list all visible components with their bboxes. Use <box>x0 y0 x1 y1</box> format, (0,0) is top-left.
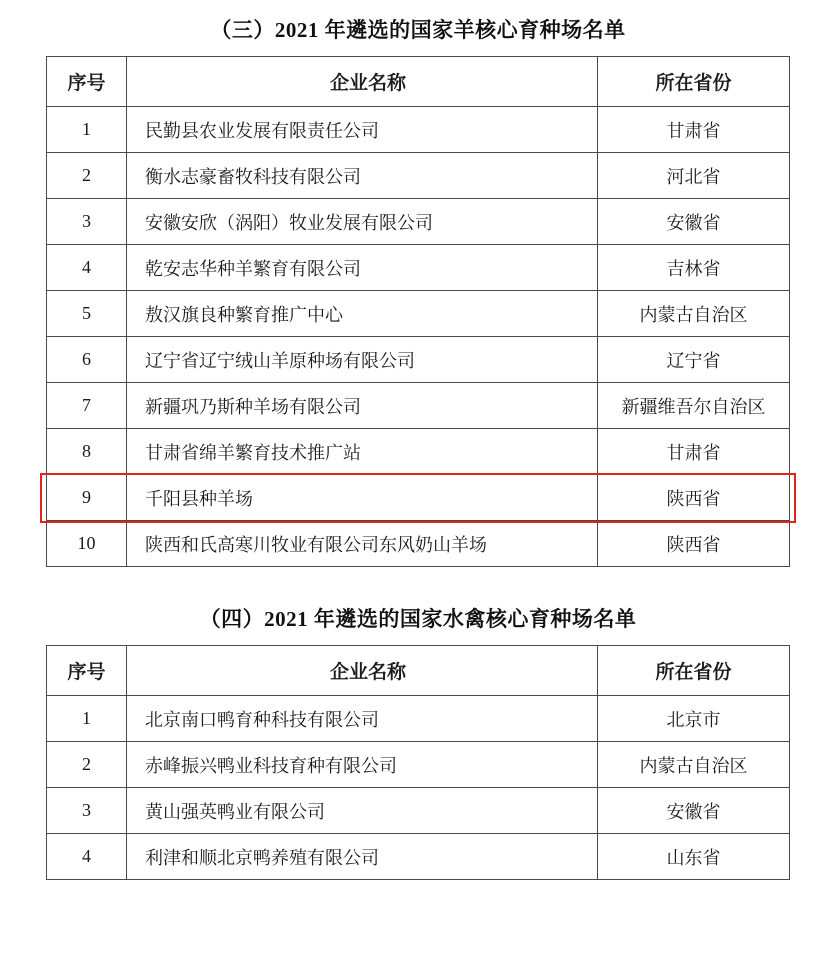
header-province: 所在省份 <box>598 57 790 107</box>
cell-index: 8 <box>47 429 127 475</box>
cell-province: 山东省 <box>598 834 790 880</box>
table-row <box>47 153 790 199</box>
table-row <box>47 521 790 567</box>
header-enterprise-name: 企业名称 <box>127 646 598 696</box>
cell-index: 4 <box>47 834 127 880</box>
cell-index: 9 <box>47 475 127 521</box>
cell-index: 7 <box>47 383 127 429</box>
cell-province: 内蒙古自治区 <box>598 742 790 788</box>
cell-enterprise-name: 敖汉旗良种繁育推广中心 <box>127 291 598 337</box>
table-row <box>47 742 790 788</box>
cell-enterprise-name: 乾安志华种羊繁育有限公司 <box>127 245 598 291</box>
table-header-row <box>47 57 790 107</box>
table-row <box>47 475 790 521</box>
cell-province: 吉林省 <box>598 245 790 291</box>
cell-province: 辽宁省 <box>598 337 790 383</box>
cell-province: 河北省 <box>598 153 790 199</box>
cell-province: 新疆维吾尔自治区 <box>598 383 790 429</box>
table-row <box>47 199 790 245</box>
cell-enterprise-name: 千阳县种羊场 <box>127 475 598 521</box>
table-wrapper-sheep <box>46 56 790 567</box>
table-row <box>47 337 790 383</box>
cell-enterprise-name: 辽宁省辽宁绒山羊原种场有限公司 <box>127 337 598 383</box>
cell-province: 北京市 <box>598 696 790 742</box>
table-row <box>47 383 790 429</box>
header-province: 所在省份 <box>598 646 790 696</box>
table-row <box>47 429 790 475</box>
table-sheep-breeding-farms <box>46 56 790 567</box>
table-row <box>47 107 790 153</box>
header-index: 序号 <box>47 57 127 107</box>
table-row <box>47 245 790 291</box>
cell-enterprise-name: 新疆巩乃斯种羊场有限公司 <box>127 383 598 429</box>
cell-province: 安徽省 <box>598 788 790 834</box>
cell-enterprise-name: 衡水志豪畜牧科技有限公司 <box>127 153 598 199</box>
cell-province: 陕西省 <box>598 521 790 567</box>
header-enterprise-name: 企业名称 <box>127 57 598 107</box>
table-row <box>47 696 790 742</box>
cell-index: 5 <box>47 291 127 337</box>
cell-index: 2 <box>47 742 127 788</box>
cell-enterprise-name: 利津和顺北京鸭养殖有限公司 <box>127 834 598 880</box>
table-row <box>47 788 790 834</box>
table-waterfowl-breeding-farms <box>46 645 790 880</box>
table-row <box>47 291 790 337</box>
cell-index: 2 <box>47 153 127 199</box>
table-body-waterfowl <box>47 696 790 880</box>
cell-province: 甘肃省 <box>598 429 790 475</box>
cell-enterprise-name: 民勤县农业发展有限责任公司 <box>127 107 598 153</box>
cell-index: 1 <box>47 107 127 153</box>
cell-index: 3 <box>47 788 127 834</box>
cell-index: 4 <box>47 245 127 291</box>
table-body-sheep <box>47 107 790 567</box>
cell-enterprise-name: 安徽安欣（涡阳）牧业发展有限公司 <box>127 199 598 245</box>
cell-enterprise-name: 赤峰振兴鸭业科技育种有限公司 <box>127 742 598 788</box>
section-title-waterfowl: （四）2021 年遴选的国家水禽核心育种场名单 <box>199 607 637 631</box>
cell-index: 6 <box>47 337 127 383</box>
cell-province: 陕西省 <box>598 475 790 521</box>
table-wrapper-waterfowl <box>46 645 790 880</box>
table-row <box>47 834 790 880</box>
section-title-sheep: （三）2021 年遴选的国家羊核心育种场名单 <box>210 18 626 42</box>
header-index: 序号 <box>47 646 127 696</box>
cell-province: 内蒙古自治区 <box>598 291 790 337</box>
cell-province: 甘肃省 <box>598 107 790 153</box>
cell-enterprise-name: 陕西和氏高寒川牧业有限公司东风奶山羊场 <box>127 521 598 567</box>
cell-index: 1 <box>47 696 127 742</box>
cell-index: 3 <box>47 199 127 245</box>
cell-enterprise-name: 黄山强英鸭业有限公司 <box>127 788 598 834</box>
cell-enterprise-name: 北京南口鸭育种科技有限公司 <box>127 696 598 742</box>
cell-index: 10 <box>47 521 127 567</box>
cell-province: 安徽省 <box>598 199 790 245</box>
cell-enterprise-name: 甘肃省绵羊繁育技术推广站 <box>127 429 598 475</box>
table-header-row <box>47 646 790 696</box>
